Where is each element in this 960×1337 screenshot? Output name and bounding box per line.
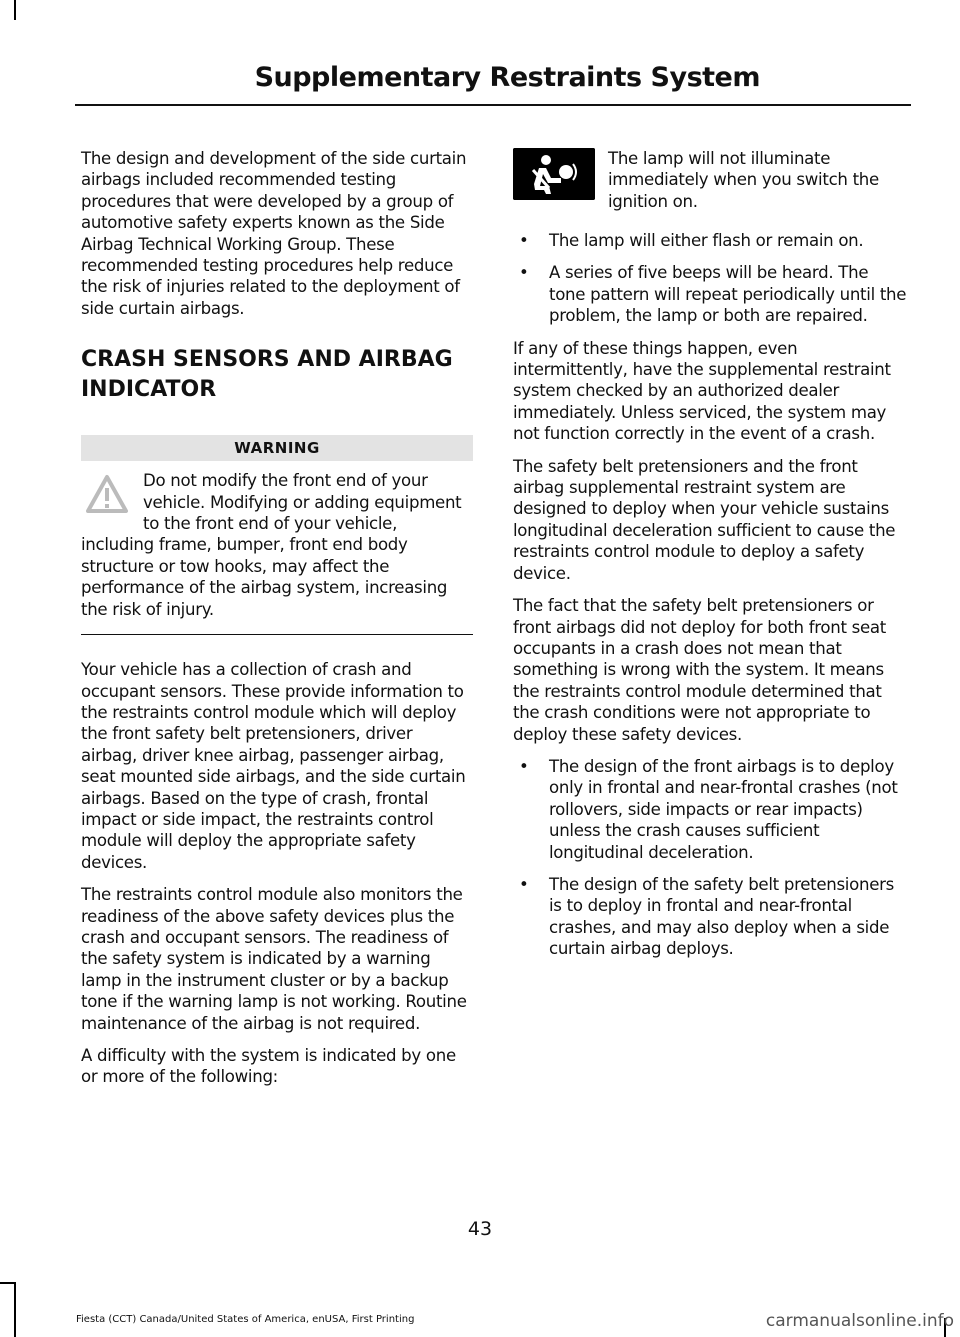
right-column [513,148,908,971]
list-item: • The design of the safety belt pretensioners is to deploy in frontal and near-frontal crashes, and may also deploy when a side curtain airbag deploys. [519,874,894,959]
page-title: Supplementary Restraints System [254,62,760,93]
header-divider [75,104,911,106]
list-item: • A series of five beeps will be heard. The tone pattern will repeat periodically until the problem, the lamp or both are repaired. [519,263,907,326]
pretensioner-paragraph: The safety belt pretensioners and the front airbag supplemental restraint system are designed to deploy when your vehicle sustains longitudinal deceleration sufficient to cause the restraints control module to deploy a safety device. [513,456,896,583]
left-column [81,148,473,1099]
airbag-warning-lamp-icon [513,148,595,200]
lamp-note-text: The lamp will not illuminate immediately when you switch the ignition on. [608,149,879,211]
warning-label: WARNING [81,435,473,461]
sensors-paragraph: Your vehicle has a collection of crash and occupant sensors. These provide information to the restraints control module which will deploy the front safety belt pretensioners, driver airbag, driver knee airbag, passenger airbag, seat mounted side airbags, and the side curtain airbags. Based on the type of crash, frontal impact or side impact, the restraints control module will deploy the appropriate safety devices. [81,660,466,872]
watermark: carmanualsonline.info [765,1311,954,1331]
warning-box [81,435,473,635]
readiness-paragraph: The restraints control module also monitors the readiness of the above safety devices plus the crash and occupant sensors. The readiness of the safety system is indicated by a warning lamp in the instrument cluster or by a backup tone if the warning lamp is not working. Routine maintenance of the airbag is not required. [81,885,467,1033]
crop-mark-bottom-left-h [0,1282,14,1284]
warning-triangle-icon [85,474,129,514]
design-list [513,756,908,960]
crop-mark-bottom-left [14,1282,16,1337]
intro-paragraph: The design and development of the side curtain airbags included recommended testing procedures that were developed by a group of automotive safety experts known as the Side Airbag Technical Working Group. These recommended testing procedures help reduce the risk of injuries related to the deployment of side curtain airbags. [81,149,467,318]
footer-text: Fiesta (CCT) Canada/United States of America, enUSA, First Printing [76,1314,415,1325]
crop-mark-top-left [14,0,16,20]
no-deploy-paragraph: The fact that the safety belt pretensioners or front airbags did not deploy for both front seat occupants in a crash does not mean that something is wrong with the system. It means the restraints control module determined that the crash conditions were not appropriate to deploy these safety devices. [513,596,886,744]
section-heading: CRASH SENSORS AND AIRBAG INDICATOR [81,347,453,403]
lamp-note [513,148,908,214]
service-paragraph: If any of these things happen, even intermittently, have the supplemental restraint system checked by an authorized dealer immediately. Unless serviced, the system may not function correctly in the event of a crash. [513,338,891,444]
symptom-list [513,230,908,327]
page-number: 43 [467,1218,493,1240]
list-item: • The design of the front airbags is to deploy only in frontal and near-frontal crashes (not rollovers, side impacts or rear impacts) unless the crash causes sufficient longitudinal deceleration. [519,756,898,862]
warning-text: Do not modify the front end of your vehicle. Modifying or adding equipment to the front end of your vehicle, including frame, bumper, front end body structure or tow hooks, may affect the performance of the airbag system, increasing the risk of injury. [81,471,462,619]
list-item: • The lamp will either flash or remain on. [519,231,864,250]
difficulty-paragraph: A difficulty with the system is indicated by one or more of the following: [81,1046,456,1087]
warning-divider [81,634,473,635]
